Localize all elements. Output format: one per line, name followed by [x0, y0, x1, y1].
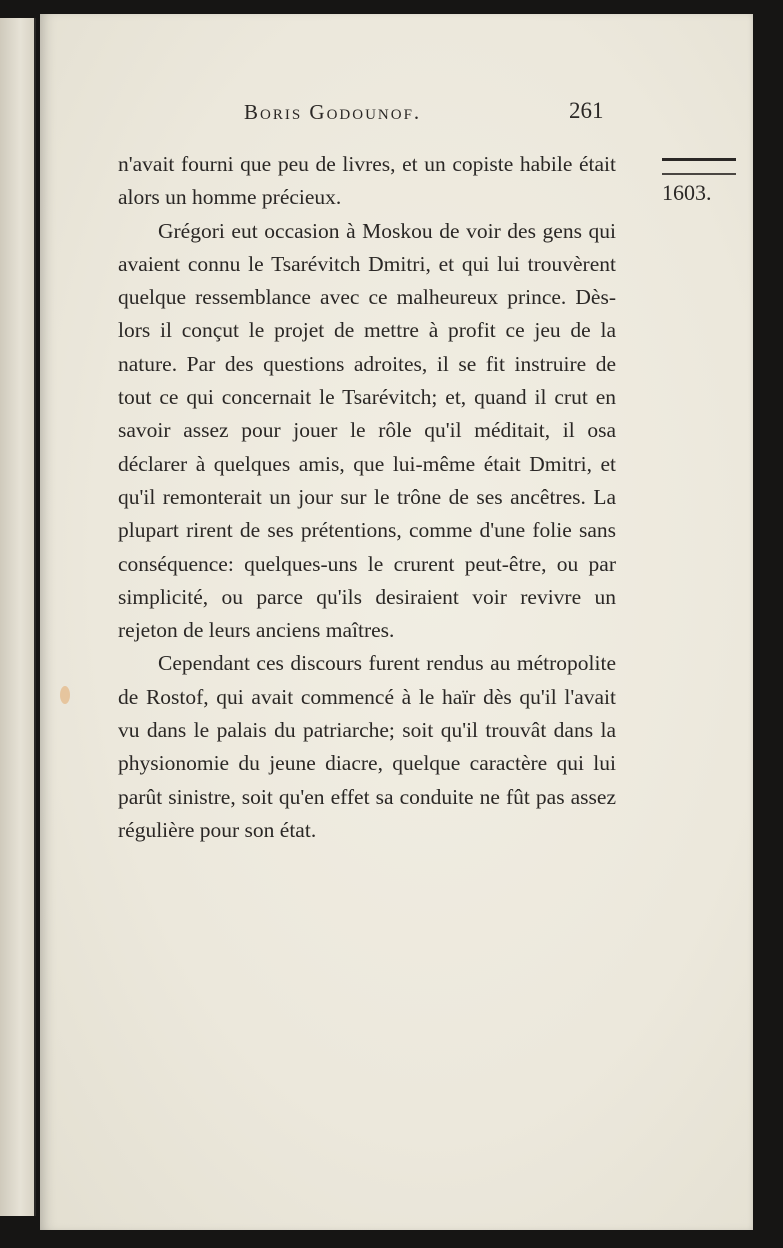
paper-stain [60, 686, 70, 704]
body-text [118, 148, 616, 847]
running-head: Boris Godounof. [244, 100, 422, 124]
paragraph: Grégori eut occasion à Moskou de voir des gens qui avaient connu le Tsarévitch Dmitri, et qui lui trouvèrent quelque ressemblance avec ce malheureux prince. Dès-lors il conçut le projet de mettre à profit ce jeu de la nature. Par des questions adroites, il se fit instruire de tout ce qui concernait le Tsarévitch; et, quand il crut en savoir assez pour jouer le rôle qu'il méditait, il osa déclarer à quelques amis, que lui-même était Dmitri, et qu'il remonterait un jour sur le trône de ses ancêtres. La plupart rirent de ses prétentions, comme d'une folie sans conséquence: quelques-uns le crurent peut-être, ou par simplicité, ou parce qu'ils desiraient voir revivre un rejeton de leurs anciens maîtres. [118, 218, 616, 643]
page-header [40, 100, 753, 130]
book-page [40, 14, 753, 1230]
page-number: 261 [569, 98, 604, 123]
margin-rule [662, 158, 736, 175]
paragraph: n'avait fourni que peu de livres, et un copiste habile était alors un homme précieux. [118, 152, 616, 210]
paragraph: Cependant ces discours furent rendus au métropolite de Rostof, qui avait commencé à le haïr dès qu'il l'avait vu dans le palais du patriarche; soit qu'il trouvât dans la physionomie du jeune diacre, quelque caractère qui lui parût sinistre, soit qu'en effet sa conduite ne fût pas assez régulière pour son état. [118, 651, 616, 842]
facing-page-edge [0, 18, 36, 1216]
margin-year-note: 1603. [662, 180, 712, 205]
